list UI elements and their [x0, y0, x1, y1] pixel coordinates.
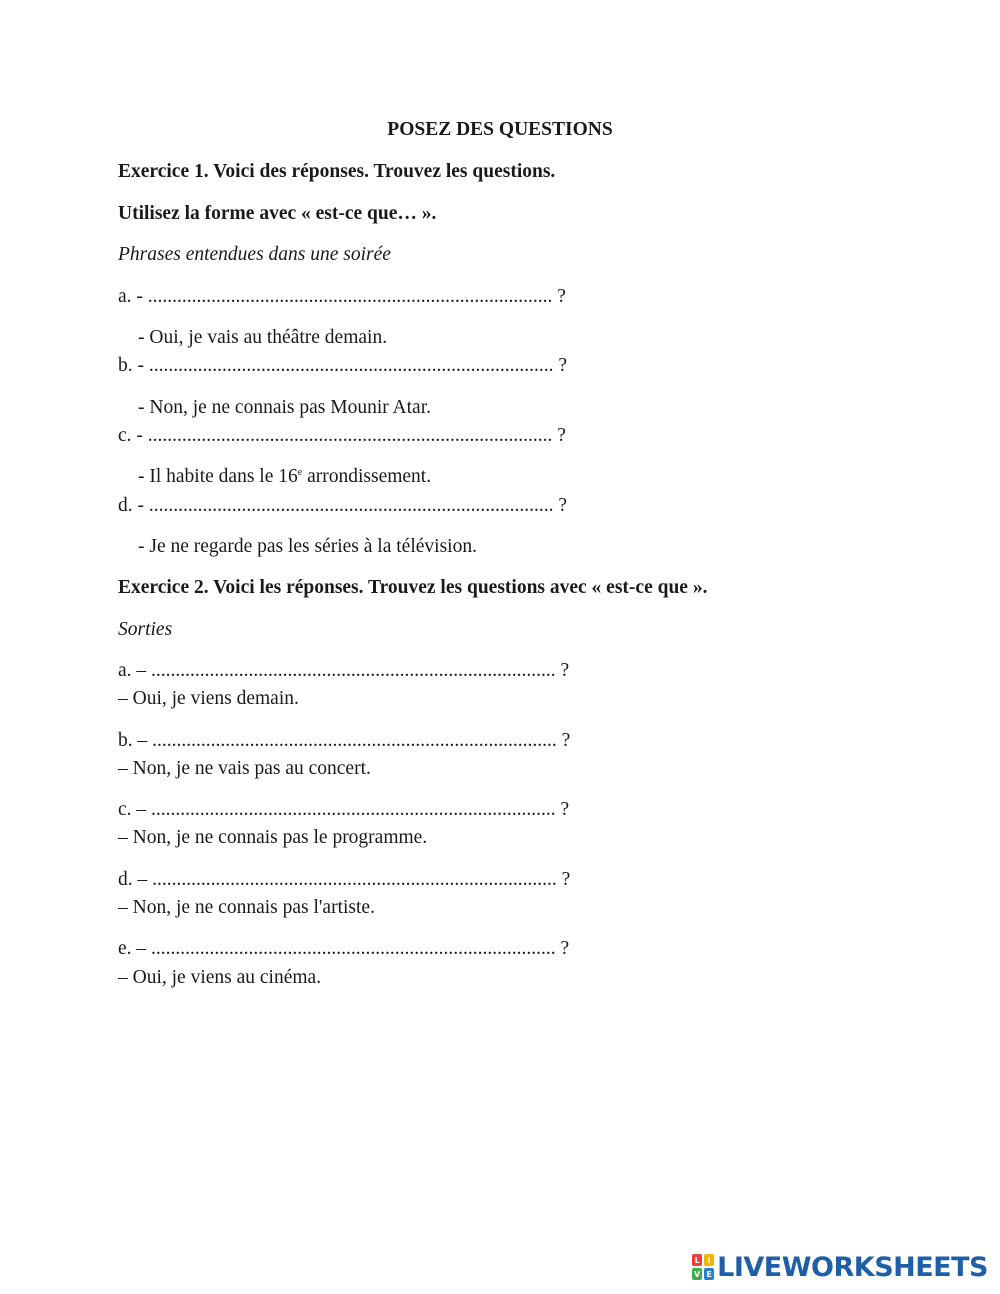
- exercise1-answer-c-end: arrondissement.: [302, 466, 432, 487]
- exercise1-question-c[interactable]: c. - ................................................................................... ?: [118, 425, 566, 446]
- exercise2-answer-c: – Non, je ne connais pas le programme.: [118, 827, 428, 848]
- exercise2-question-c[interactable]: c. – ................................................................................... ?: [118, 799, 570, 820]
- exercise1-question-a[interactable]: a. - ................................................................................... ?: [118, 286, 566, 307]
- exercise2-answer-e: – Oui, je viens au cinéma.: [118, 967, 322, 988]
- exercise1-answer-c-start: - Il habite dans le 16: [138, 466, 298, 487]
- logo-block-l: L: [692, 1254, 702, 1266]
- exercise1-question-d[interactable]: d. - ................................................................................... ?: [118, 495, 568, 516]
- exercise1-heading: Exercice 1. Voici des réponses. Trouvez les questions.: [118, 161, 556, 182]
- exercise2-answer-a: – Oui, je viens demain.: [118, 688, 299, 709]
- ordinal-superscript: e: [297, 467, 303, 478]
- liveworksheets-logo-icon: [692, 1254, 714, 1280]
- logo-block-i: I: [704, 1254, 714, 1266]
- exercise1-subtitle: Phrases entendues dans une soirée: [118, 244, 391, 265]
- exercise2-answer-d: – Non, je ne connais pas l'artiste.: [118, 897, 375, 918]
- exercise1-answer-c: [138, 465, 431, 489]
- exercise2-question-e[interactable]: e. – ................................................................................... ?: [118, 938, 570, 959]
- exercise1-answer-a: - Oui, je vais au théâtre demain.: [138, 327, 388, 348]
- exercise2-question-b[interactable]: b. – ................................................................................... ?: [118, 730, 571, 751]
- exercise1-answer-b: - Non, je ne connais pas Mounir Atar.: [138, 397, 431, 418]
- exercise1-instruction: Utilisez la forme avec « est-ce que… ».: [118, 203, 437, 224]
- liveworksheets-logo[interactable]: [692, 1252, 988, 1282]
- logo-block-e: E: [704, 1268, 714, 1280]
- exercise2-question-a[interactable]: a. – ................................................................................... ?: [118, 660, 570, 681]
- logo-block-v: V: [694, 1269, 701, 1279]
- liveworksheets-logo-text: LIVEWORKSHEETS: [717, 1251, 988, 1283]
- exercise1-question-b[interactable]: b. - ................................................................................... ?: [118, 355, 568, 376]
- exercise2-heading: Exercice 2. Voici les réponses. Trouvez les questions avec « est-ce que ».: [118, 577, 708, 598]
- exercise2-question-d[interactable]: d. – ................................................................................... ?: [118, 869, 571, 890]
- exercise1-answer-d: - Je ne regarde pas les séries à la télévision.: [138, 536, 477, 557]
- page-title: POSEZ DES QUESTIONS: [387, 119, 613, 140]
- exercise2-answer-b: – Non, je ne vais pas au concert.: [118, 758, 371, 779]
- exercise2-subtitle: Sorties: [118, 619, 173, 640]
